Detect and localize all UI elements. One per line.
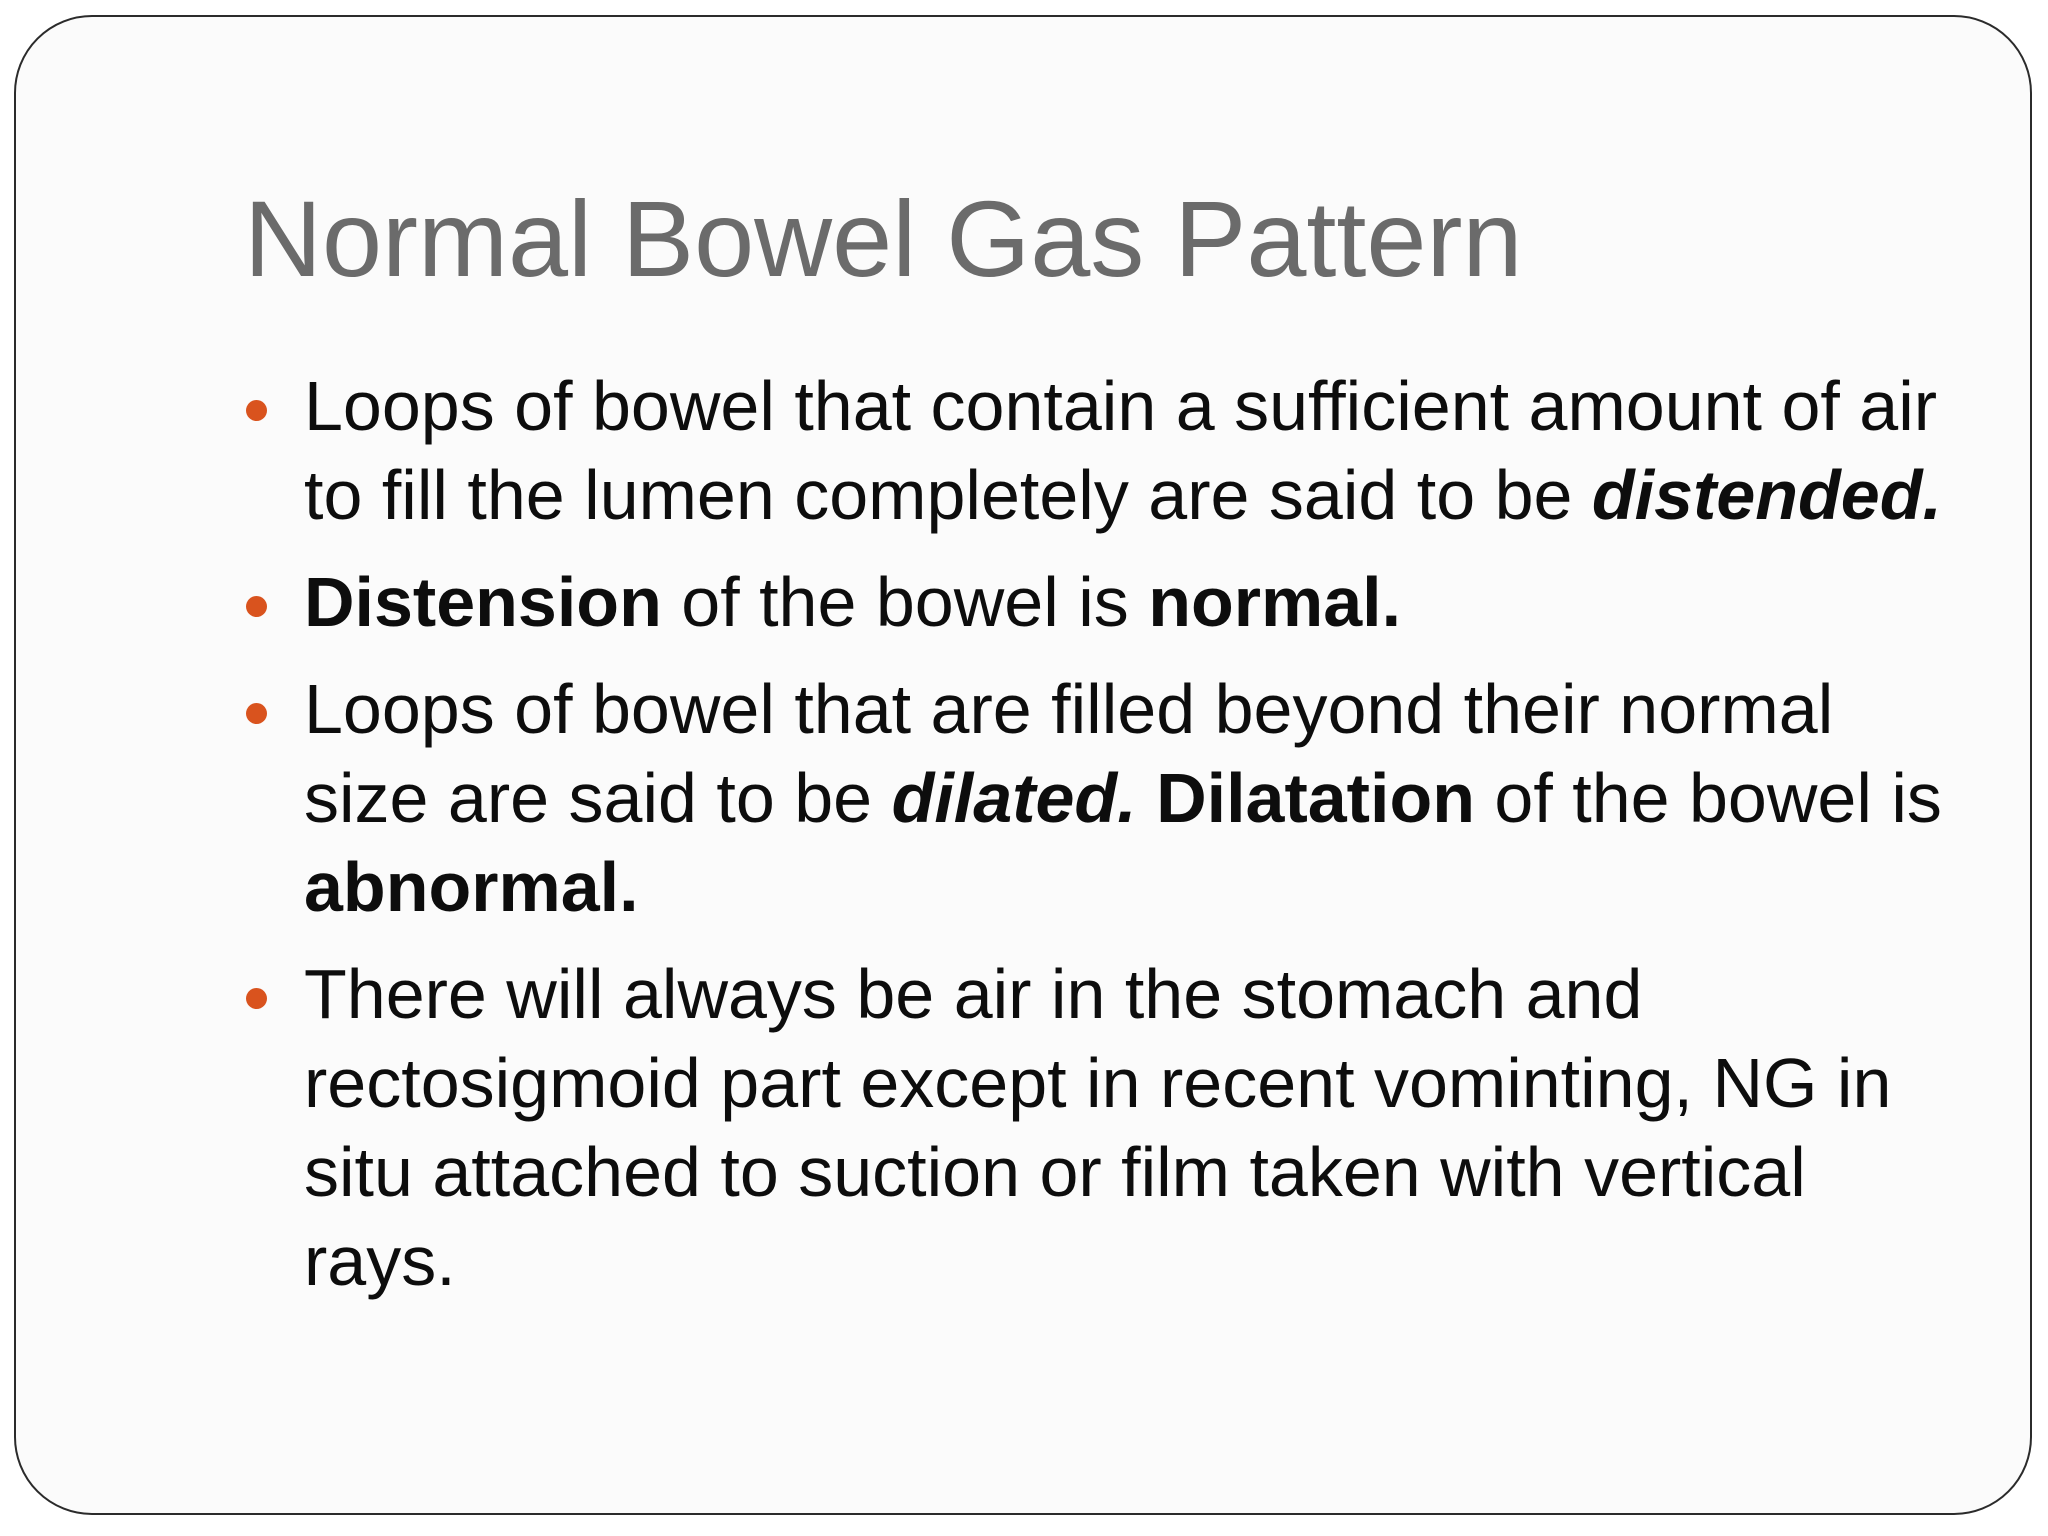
bullet-dot-icon xyxy=(246,988,267,1009)
slide-title: Normal Bowel Gas Pattern xyxy=(244,178,1523,299)
bullet-dot-icon xyxy=(246,400,267,421)
emphasis-text: dilated. xyxy=(891,759,1137,837)
bold-text: Dilatation xyxy=(1156,759,1475,837)
bullet-text: Loops of bowel that are filled beyond their normal size are said to be xyxy=(304,670,1834,837)
bullet-item-air-stomach xyxy=(244,950,1944,1306)
slide-frame xyxy=(14,15,2032,1515)
bullet-item-dilated xyxy=(244,665,1944,932)
bullet-text: of the bowel is xyxy=(661,563,1149,641)
bullet-text: of the bowel is xyxy=(1474,759,1942,837)
bold-text: normal. xyxy=(1148,563,1402,641)
emphasis-text: distended. xyxy=(1591,456,1942,534)
bullet-item-distension-normal xyxy=(244,558,1944,647)
bullet-item-distended xyxy=(244,362,1944,540)
bullet-dot-icon xyxy=(246,703,267,724)
bold-text: abnormal. xyxy=(304,848,639,926)
bold-text: Distension xyxy=(304,563,662,641)
bullet-text: Loops of bowel that contain a sufficient amount of air to fill the lumen completely are said to be xyxy=(304,367,1938,534)
bullet-dot-icon xyxy=(246,596,267,617)
bullet-list xyxy=(244,362,1944,1324)
bullet-text xyxy=(1137,759,1156,837)
bullet-text: There will always be air in the stomach and rectosigmoid part except in recent vominting, NG in situ attached to suction or film taken with vertical rays. xyxy=(304,955,1892,1300)
